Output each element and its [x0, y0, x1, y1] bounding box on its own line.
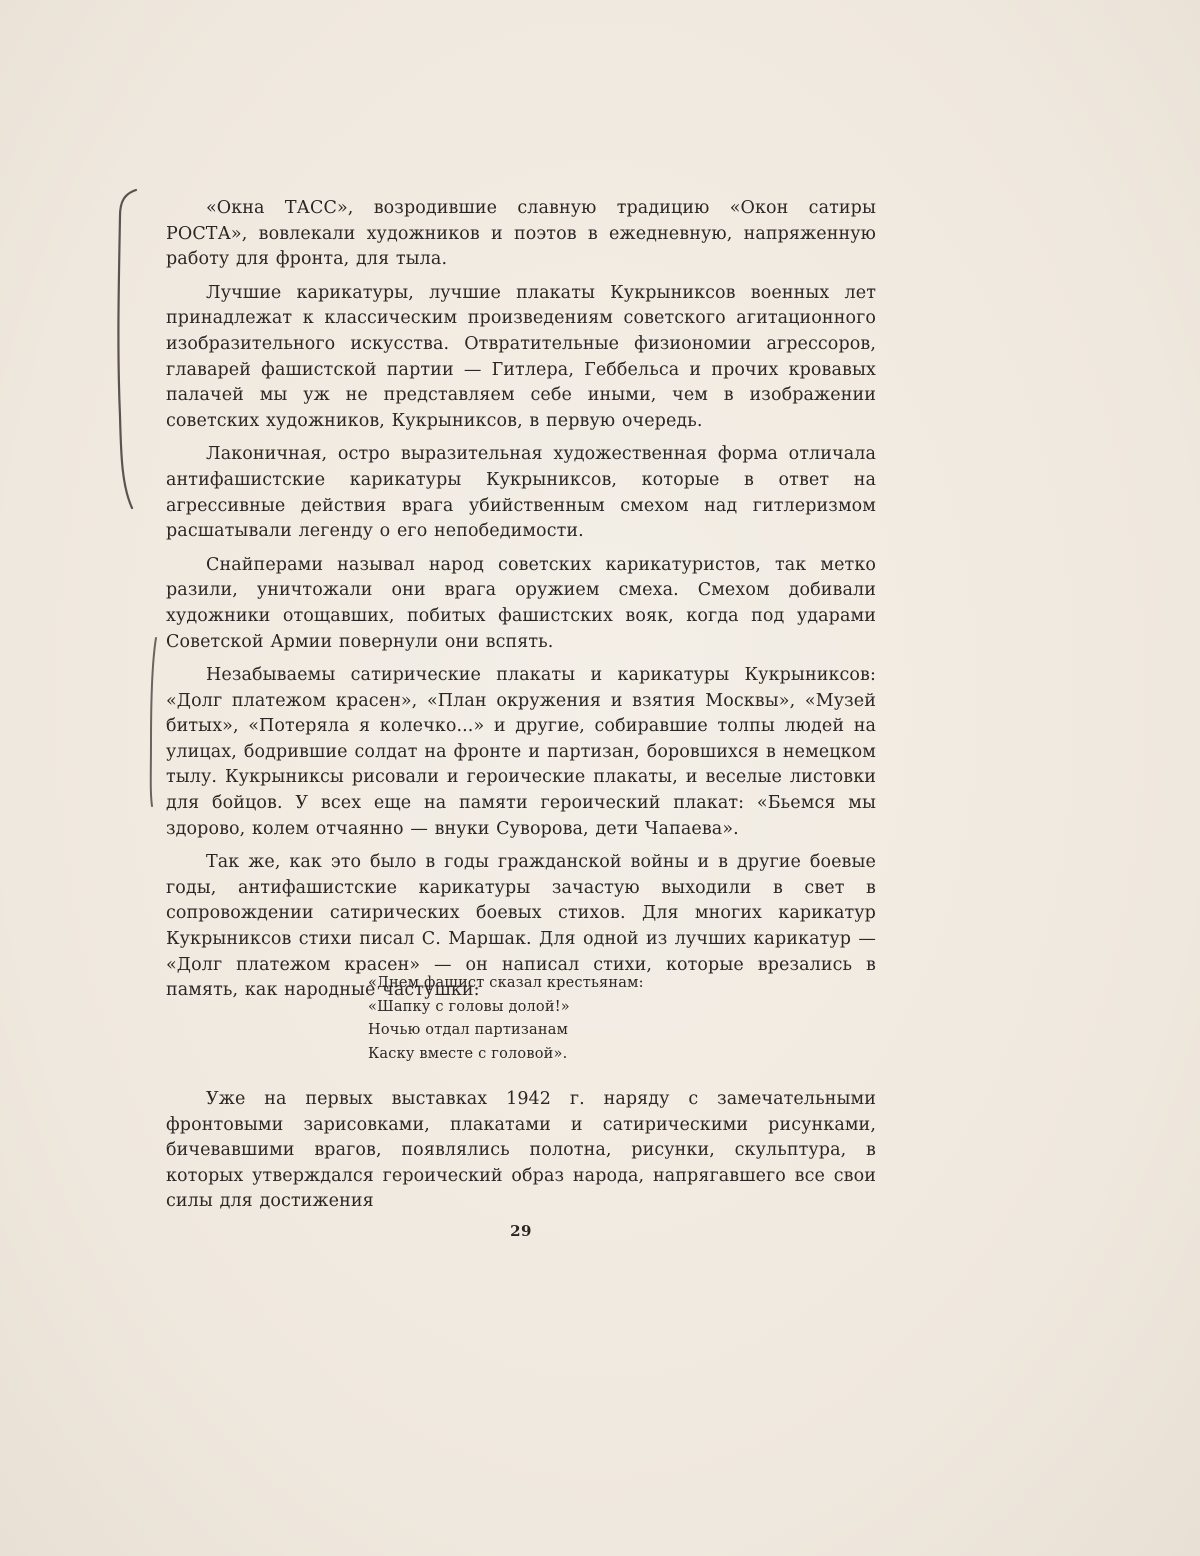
paragraph-best-caricatures: Лучшие карикатуры, лучшие плакаты Кукрыниксов военных лет принадлежат к классическим произведениям советского агитационного изобразительного искусства. Отвратительные физиономии агрессоров, главарей фашистской партии — Гитлера, Геббельса и прочих кровавых палачей мы уж не представляем себе иными, чем в изображении советских художников, Кукрыниксов, в первую очередь.	[166, 282, 876, 431]
paragraph-unforgettable-posters: Незабываемы сатирические плакаты и карикатуры Кукрыниксов: «Долг платежом красен», «План окружения и взятия Москвы», «Музей битых», «Потеряла я колечко...» и другие, собиравшие толпы людей на улицах, бодрившие солдат на фронте и партизан, боровшихся в немецком тылу. Кукрыниксы рисовали и героические плакаты, и веселые листовки для бойцов. У всех еще на памяти героический плакат: «Бьемся мы здорово, колем отчаянно — внуки Суворова, дети Чапаева».	[166, 665, 876, 839]
paragraph-marshak-verses: Так же, как это было в годы гражданской войны и в другие боевые годы, антифашистские карикатуры зачастую выходили в свет в сопровождении сатирических боевых стихов. Для многих карикатур Кукрыниксов стихи писал С. Маршак. Для одной из лучших карикатур — «Долг платежом красен» — он написал стихи, которые врезались в память, как народные частушки:	[166, 852, 876, 1001]
main-text-block	[166, 196, 876, 1012]
paragraph-okna-tass: «Окна ТАСС», возродившие славную традицию «Окон сатиры РОСТА», вовлекали художников и поэтов в ежедневную, напряженную работу для фронта, для тыла.	[166, 198, 876, 270]
verse-line: Ночью отдал партизанам	[368, 1022, 569, 1038]
closing-text-block	[166, 1087, 876, 1223]
verse-line: Каску вместе с головой».	[368, 1045, 568, 1062]
verse-quote	[368, 972, 644, 1066]
paragraph-snipers: Снайперами называл народ советских карикатуристов, так метко разили, уничтожали они врага оружием смеха. Смехом добивали художники отощавших, побитых фашистских вояк, когда под ударами Советской Армии повернули они вспять.	[166, 554, 876, 652]
pencil-margin-bracket-upper	[108, 186, 148, 516]
paragraph-exhibitions-1942: Уже на первых выставках 1942 г. наряду с замечательными фронтовыми зарисовками, плакатами и сатирическими рисунками, бичевавшими врагов, появлялись полотна, рисунки, скульптура, в которых утверждался героический образ народа, напрягавшего все свои силы для достижения	[166, 1089, 876, 1212]
page-number: 29	[510, 1222, 532, 1240]
verse-line: «Шапку с головы долой!»	[368, 998, 570, 1015]
verse-line: «Днем фашист сказал крестьянам:	[368, 975, 644, 991]
paragraph-laconic-form: Лаконичная, остро выразительная художественная форма отличала антифашистские карикатуры Кукрыниксов, которые в ответ на агрессивные действия врага убийственным смехом над гитлеризмом расшатывали легенду о его непобедимости.	[166, 444, 876, 542]
